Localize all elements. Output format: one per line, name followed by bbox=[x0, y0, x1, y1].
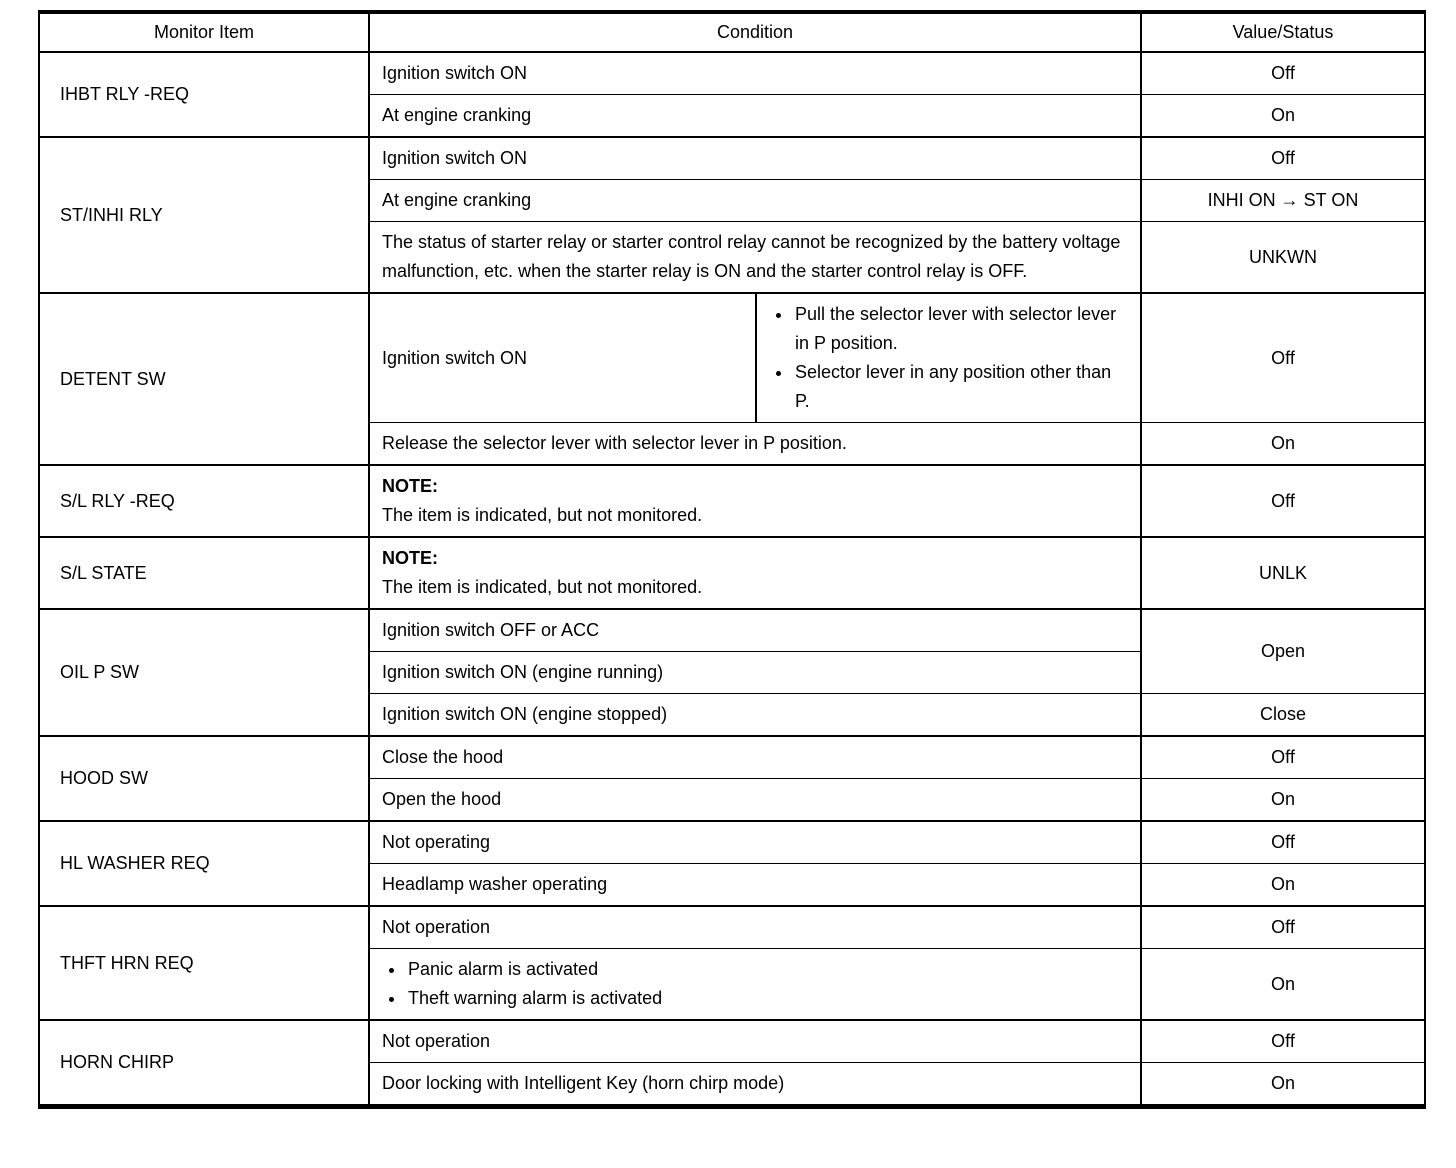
note-text: The item is indicated, but not monitored. bbox=[382, 505, 703, 525]
note-label: NOTE: bbox=[382, 476, 438, 496]
condition-cell: The status of starter relay or starter control relay cannot be recognized by the battery voltage malfunction, etc. when the starter relay is ON and the starter control relay is OFF. bbox=[369, 222, 1141, 294]
monitor-item-sl-rly-req: S/L RLY -REQ bbox=[39, 465, 369, 537]
note-label: NOTE: bbox=[382, 548, 438, 568]
value-cell: UNLK bbox=[1141, 537, 1425, 609]
table-row bbox=[39, 609, 1425, 652]
note-text: The item is indicated, but not monitored. bbox=[382, 577, 703, 597]
value-cell: On bbox=[1141, 864, 1425, 907]
value-cell: Off bbox=[1141, 52, 1425, 95]
value-cell: Off bbox=[1141, 293, 1425, 423]
condition-cell: Not operation bbox=[369, 1020, 1141, 1063]
value-cell: On bbox=[1141, 1063, 1425, 1107]
bullet-list bbox=[382, 955, 1128, 1013]
value-cell: Open bbox=[1141, 609, 1425, 694]
header-monitor-item: Monitor Item bbox=[39, 12, 369, 52]
bullet-item: • Theft warning alarm is activated bbox=[406, 984, 1128, 1013]
value-cell: Close bbox=[1141, 694, 1425, 737]
condition-cell: Not operation bbox=[369, 906, 1141, 949]
condition-cell-right bbox=[756, 293, 1141, 423]
monitor-item-hl-washer-req: HL WASHER REQ bbox=[39, 821, 369, 906]
monitor-item-ihbt-rly-req: IHBT RLY -REQ bbox=[39, 52, 369, 137]
table-row bbox=[39, 293, 1425, 423]
value-cell: On bbox=[1141, 423, 1425, 466]
bullet-item: • Panic alarm is activated bbox=[406, 955, 1128, 984]
monitor-item-table bbox=[38, 10, 1426, 1109]
monitor-item-hood-sw: HOOD SW bbox=[39, 736, 369, 821]
value-cell: On bbox=[1141, 95, 1425, 138]
condition-cell-note bbox=[369, 537, 1141, 609]
bullet-item: • Pull the selector lever with selector lever in P position. bbox=[793, 300, 1128, 358]
condition-cell: Ignition switch ON (engine stopped) bbox=[369, 694, 1141, 737]
value-cell: INHI ON → ST ON bbox=[1141, 180, 1425, 222]
condition-cell: Ignition switch ON bbox=[369, 137, 1141, 180]
header-row bbox=[39, 12, 1425, 52]
value-cell: On bbox=[1141, 779, 1425, 822]
table-row bbox=[39, 736, 1425, 779]
table-row bbox=[39, 52, 1425, 95]
condition-cell: Ignition switch ON (engine running) bbox=[369, 652, 1141, 694]
header-value-status: Value/Status bbox=[1141, 12, 1425, 52]
monitor-item-st-inhi-rly: ST/INHI RLY bbox=[39, 137, 369, 293]
value-cell: Off bbox=[1141, 736, 1425, 779]
condition-cell: Close the hood bbox=[369, 736, 1141, 779]
monitor-item-horn-chirp: HORN CHIRP bbox=[39, 1020, 369, 1107]
monitor-item-detent-sw: DETENT SW bbox=[39, 293, 369, 465]
condition-cell: Door locking with Intelligent Key (horn chirp mode) bbox=[369, 1063, 1141, 1107]
value-cell: Off bbox=[1141, 906, 1425, 949]
value-cell: On bbox=[1141, 949, 1425, 1021]
condition-cell: At engine cranking bbox=[369, 180, 1141, 222]
condition-cell-note bbox=[369, 465, 1141, 537]
condition-cell: Headlamp washer operating bbox=[369, 864, 1141, 907]
table-row bbox=[39, 137, 1425, 180]
value-cell: Off bbox=[1141, 137, 1425, 180]
value-cell: Off bbox=[1141, 821, 1425, 864]
header-condition: Condition bbox=[369, 12, 1141, 52]
table-row bbox=[39, 465, 1425, 537]
value-cell: Off bbox=[1141, 1020, 1425, 1063]
value-cell: UNKWN bbox=[1141, 222, 1425, 294]
condition-cell: Not operating bbox=[369, 821, 1141, 864]
table-row bbox=[39, 906, 1425, 949]
condition-cell: At engine cranking bbox=[369, 95, 1141, 138]
condition-cell-left: Ignition switch ON bbox=[369, 293, 756, 423]
condition-cell bbox=[369, 949, 1141, 1021]
bullet-item: • Selector lever in any position other than P. bbox=[793, 358, 1128, 416]
monitor-item-sl-state: S/L STATE bbox=[39, 537, 369, 609]
table-row bbox=[39, 821, 1425, 864]
monitor-item-oil-p-sw: OIL P SW bbox=[39, 609, 369, 736]
condition-cell: Ignition switch ON bbox=[369, 52, 1141, 95]
condition-cell: Release the selector lever with selector lever in P position. bbox=[369, 423, 1141, 466]
table-row bbox=[39, 537, 1425, 609]
bullet-list bbox=[769, 300, 1128, 416]
condition-cell: Open the hood bbox=[369, 779, 1141, 822]
condition-cell: Ignition switch OFF or ACC bbox=[369, 609, 1141, 652]
monitor-item-thft-hrn-req: THFT HRN REQ bbox=[39, 906, 369, 1020]
table-row bbox=[39, 1020, 1425, 1063]
value-cell: Off bbox=[1141, 465, 1425, 537]
